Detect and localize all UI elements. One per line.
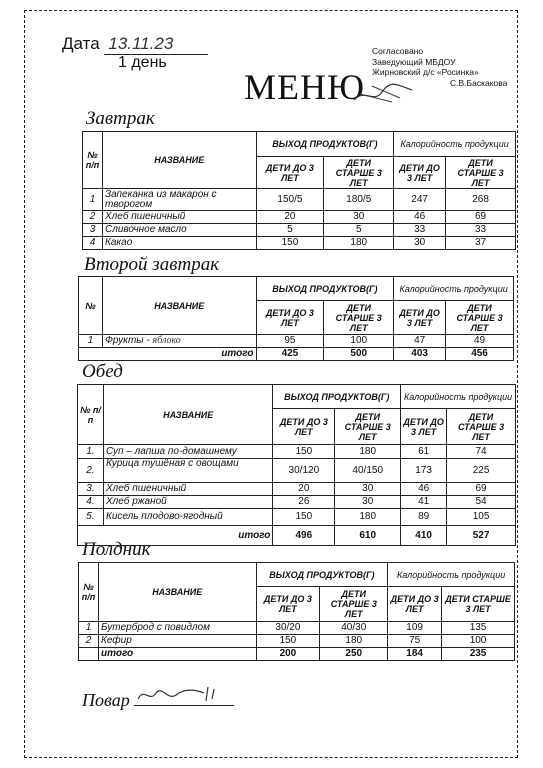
total-yield-under3: 496 bbox=[273, 526, 335, 546]
col-header-over3: ДЕТИ СТАРШЕ 3 ЛЕТ bbox=[324, 157, 394, 189]
yield-over3: 30 bbox=[335, 496, 401, 509]
kcal-over3: 37 bbox=[446, 237, 516, 250]
col-header-calories: Калорийность продукции bbox=[388, 563, 515, 587]
dish-name: Кисель плодово-ягодный bbox=[103, 509, 272, 526]
yield-under3: 5 bbox=[256, 224, 324, 237]
kcal-under3: 109 bbox=[388, 622, 442, 635]
kcal-under3: 173 bbox=[401, 459, 447, 483]
row-num: 3. bbox=[78, 483, 104, 496]
kcal-under3: 47 bbox=[394, 335, 446, 348]
col-header-under3: ДЕТИ ДО 3 ЛЕТ bbox=[256, 301, 324, 335]
yield-over3: 180 bbox=[320, 635, 388, 648]
dish-name: Суп – лапша по-домашнему bbox=[103, 445, 272, 459]
row-num: 4. bbox=[78, 496, 104, 509]
table-row bbox=[83, 224, 516, 237]
dish-name: Какао bbox=[102, 237, 256, 250]
day-label: 1 день bbox=[118, 54, 167, 71]
total-row bbox=[79, 348, 514, 361]
row-num: 4 bbox=[83, 237, 103, 250]
col-header-yield: ВЫХОД ПРОДУКТОВ(Г) bbox=[256, 277, 394, 301]
kcal-under3: 89 bbox=[401, 509, 447, 526]
row-num-empty bbox=[79, 648, 99, 661]
kcal-over3: 225 bbox=[447, 459, 516, 483]
handwritten-fruit: яблоко bbox=[152, 335, 181, 346]
kcal-under3: 33 bbox=[394, 224, 446, 237]
approval-line: С.В.Баскакова bbox=[450, 77, 508, 88]
col-header-num: № п/п bbox=[78, 385, 104, 445]
row-num: 2 bbox=[79, 635, 99, 648]
date-label: Дата bbox=[62, 34, 100, 53]
yield-over3: 180/5 bbox=[324, 189, 394, 211]
total-yield-under3: 425 bbox=[256, 348, 324, 361]
yield-over3: 180 bbox=[324, 237, 394, 250]
kcal-under3: 46 bbox=[394, 211, 446, 224]
table-row bbox=[78, 459, 516, 483]
col-header-name: НАЗВАНИЕ bbox=[102, 277, 256, 335]
yield-under3: 150 bbox=[273, 445, 335, 459]
yield-over3: 180 bbox=[335, 445, 401, 459]
kcal-over3: 105 bbox=[447, 509, 516, 526]
total-yield-over3: 500 bbox=[324, 348, 394, 361]
dish-name bbox=[102, 335, 256, 348]
dish-name: Кефир bbox=[98, 635, 256, 648]
dish-name: Запеканка из макарон с творогом bbox=[102, 189, 256, 211]
col-header-yield: ВЫХОД ПРОДУКТОВ(Г) bbox=[256, 132, 394, 157]
col-header-calories: Калорийность продукции bbox=[394, 132, 516, 157]
table-row bbox=[78, 483, 516, 496]
kcal-over3: 69 bbox=[447, 483, 516, 496]
yield-over3: 40/150 bbox=[335, 459, 401, 483]
approval-line: Согласовано bbox=[372, 46, 424, 56]
table-row bbox=[78, 496, 516, 509]
kcal-over3: 69 bbox=[446, 211, 516, 224]
total-label: итого bbox=[98, 648, 256, 661]
dish-name: Хлеб пшеничный bbox=[103, 483, 272, 496]
kcal-over3: 135 bbox=[442, 622, 515, 635]
col-header-under3: ДЕТИ ДО 3 ЛЕТ bbox=[394, 157, 446, 189]
approval-line: Заведующий МБДОУ bbox=[372, 56, 456, 67]
table-row bbox=[79, 622, 515, 635]
date-value: 13.11.23 bbox=[104, 34, 208, 55]
dish-name: Бутерброд с повидлом bbox=[98, 622, 256, 635]
kcal-under3: 247 bbox=[394, 189, 446, 211]
kcal-under3: 75 bbox=[388, 635, 442, 648]
row-num: 1. bbox=[78, 445, 104, 459]
yield-over3: 30 bbox=[324, 211, 394, 224]
dish-name: Хлеб пшеничный bbox=[102, 211, 256, 224]
col-header-under3: ДЕТИ ДО 3 ЛЕТ bbox=[256, 587, 320, 622]
row-num: 1 bbox=[79, 622, 99, 635]
total-kcal-under3: 403 bbox=[394, 348, 446, 361]
kcal-under3: 61 bbox=[401, 445, 447, 459]
second-breakfast-table bbox=[78, 276, 514, 361]
col-header-over3: ДЕТИ СТАРШЕ 3 ЛЕТ bbox=[335, 409, 401, 445]
yield-under3: 20 bbox=[273, 483, 335, 496]
kcal-over3: 100 bbox=[442, 635, 515, 648]
table-row bbox=[78, 509, 516, 526]
col-header-under3: ДЕТИ ДО 3 ЛЕТ bbox=[388, 587, 442, 622]
col-header-name: НАЗВАНИЕ bbox=[103, 385, 272, 445]
col-header-calories: Калорийность продукции bbox=[401, 385, 516, 409]
yield-over3: 180 bbox=[335, 509, 401, 526]
total-kcal-under3: 410 bbox=[401, 526, 447, 546]
cook-label: Повар bbox=[82, 690, 130, 710]
breakfast-table bbox=[82, 131, 516, 250]
total-kcal-over3: 235 bbox=[442, 648, 515, 661]
col-header-num: № п/п bbox=[83, 132, 103, 189]
snack-table bbox=[78, 562, 515, 661]
total-label: итого bbox=[79, 348, 257, 361]
yield-under3: 30/20 bbox=[256, 622, 320, 635]
row-num: 2 bbox=[83, 211, 103, 224]
yield-under3: 26 bbox=[273, 496, 335, 509]
section-title-breakfast: Завтрак bbox=[86, 108, 155, 129]
lunch-table bbox=[77, 384, 516, 546]
col-header-over3: ДЕТИ СТАРШЕ 3 ЛЕТ bbox=[324, 301, 394, 335]
yield-over3: 100 bbox=[324, 335, 394, 348]
yield-under3: 95 bbox=[256, 335, 324, 348]
total-row bbox=[79, 648, 515, 661]
col-header-calories: Калорийность продукции bbox=[394, 277, 514, 301]
col-header-under3: ДЕТИ ДО 3 ЛЕТ bbox=[394, 301, 446, 335]
col-header-over3: ДЕТИ СТАРШЕ 3 ЛЕТ bbox=[446, 157, 516, 189]
dish-name: Хлеб ржаной bbox=[103, 496, 272, 509]
total-yield-over3: 250 bbox=[320, 648, 388, 661]
kcal-under3: 46 bbox=[401, 483, 447, 496]
row-num: 1 bbox=[79, 335, 103, 348]
col-header-num: № п/п bbox=[79, 563, 99, 622]
col-header-name: НАЗВАНИЕ bbox=[98, 563, 256, 622]
total-yield-over3: 610 bbox=[335, 526, 401, 546]
yield-under3: 30/120 bbox=[273, 459, 335, 483]
section-title-lunch: Обед bbox=[82, 361, 123, 382]
cook-signature-mark bbox=[134, 683, 234, 706]
table-row bbox=[79, 335, 514, 348]
kcal-over3: 33 bbox=[446, 224, 516, 237]
table-row bbox=[83, 189, 516, 211]
row-num: 3 bbox=[83, 224, 103, 237]
col-header-under3: ДЕТИ ДО 3 ЛЕТ bbox=[256, 157, 324, 189]
col-header-under3: ДЕТИ ДО 3 ЛЕТ bbox=[273, 409, 335, 445]
section-title-snack: Полдник bbox=[82, 539, 151, 560]
col-header-under3: ДЕТИ ДО 3 ЛЕТ bbox=[401, 409, 447, 445]
kcal-over3: 74 bbox=[447, 445, 516, 459]
kcal-under3: 41 bbox=[401, 496, 447, 509]
col-header-yield: ВЫХОД ПРОДУКТОВ(Г) bbox=[256, 563, 388, 587]
dish-name: Курица тушёная с овощами bbox=[103, 459, 272, 483]
total-label: итого bbox=[78, 526, 273, 546]
yield-over3: 40/30 bbox=[320, 622, 388, 635]
table-row bbox=[79, 635, 515, 648]
yield-over3: 5 bbox=[324, 224, 394, 237]
table-row bbox=[83, 237, 516, 250]
total-yield-under3: 200 bbox=[256, 648, 320, 661]
dish-name-text: Фрукты - bbox=[104, 335, 150, 346]
cook-line bbox=[82, 683, 234, 711]
kcal-over3: 49 bbox=[446, 335, 514, 348]
kcal-over3: 54 bbox=[447, 496, 516, 509]
total-kcal-over3: 456 bbox=[446, 348, 514, 361]
col-header-yield: ВЫХОД ПРОДУКТОВ(Г) bbox=[273, 385, 401, 409]
col-header-over3: ДЕТИ СТАРШЕ 3 ЛЕТ bbox=[447, 409, 516, 445]
col-header-name: НАЗВАНИЕ bbox=[102, 132, 256, 189]
col-header-over3: ДЕТИ СТАРШЕ 3 ЛЕТ bbox=[446, 301, 514, 335]
yield-over3: 30 bbox=[335, 483, 401, 496]
col-header-over3: ДЕТИ СТАРШЕ 3 ЛЕТ bbox=[320, 587, 388, 622]
approval-line: Жирновский д/с «Росинка» bbox=[372, 67, 479, 77]
page-title: МЕНЮ bbox=[244, 67, 365, 107]
row-num: 1 bbox=[83, 189, 103, 211]
kcal-under3: 30 bbox=[394, 237, 446, 250]
row-num: 5. bbox=[78, 509, 104, 526]
dish-name: Сливочное масло bbox=[102, 224, 256, 237]
table-row bbox=[83, 211, 516, 224]
table-row bbox=[78, 445, 516, 459]
total-kcal-over3: 527 bbox=[447, 526, 516, 546]
section-title-second-breakfast: Второй завтрак bbox=[84, 254, 220, 275]
total-kcal-under3: 184 bbox=[388, 648, 442, 661]
yield-under3: 150 bbox=[256, 635, 320, 648]
yield-under3: 150 bbox=[273, 509, 335, 526]
kcal-over3: 268 bbox=[446, 189, 516, 211]
signature-mark bbox=[352, 80, 414, 106]
row-num: 2. bbox=[78, 459, 104, 483]
yield-under3: 150 bbox=[256, 237, 324, 250]
col-header-over3: ДЕТИ СТАРШЕ 3 ЛЕТ bbox=[442, 587, 515, 622]
col-header-num: № bbox=[79, 277, 103, 335]
date-line bbox=[62, 34, 208, 55]
yield-under3: 150/5 bbox=[256, 189, 324, 211]
yield-under3: 20 bbox=[256, 211, 324, 224]
